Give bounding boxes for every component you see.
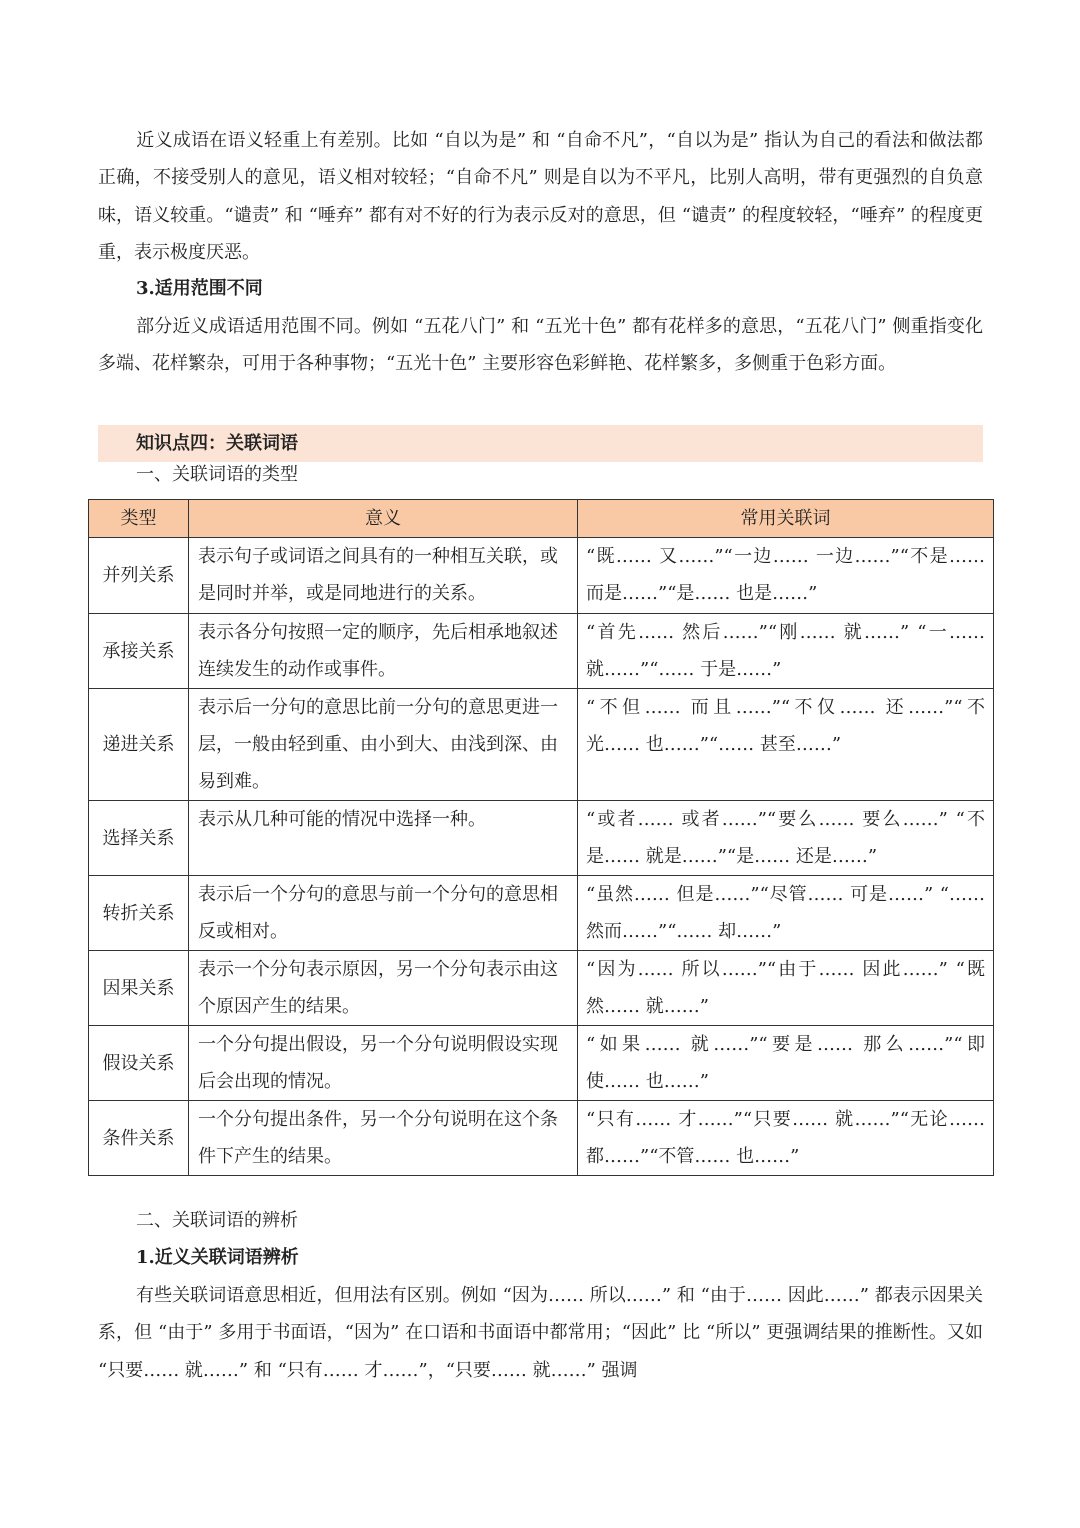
header-type: 类型: [89, 500, 189, 538]
cell-words: “如果…… 就……”“要是…… 那么……”“即使…… 也……”: [578, 1026, 994, 1101]
cell-meaning: 表示各分句按照一定的顺序，先后相承地叙述连续发生的动作或事件。: [189, 614, 578, 689]
heading-scope: 3.适用范围不同: [136, 278, 263, 299]
cell-type: 递进关系: [89, 689, 189, 801]
table-row: [89, 689, 994, 801]
cell-words: “只有…… 才……”“只要…… 就……”“无论…… 都……”“不管…… 也……”: [578, 1101, 994, 1176]
table-row: [89, 1101, 994, 1176]
cell-meaning: 表示从几种可能的情况中选择一种。: [189, 801, 578, 876]
cell-meaning: 一个分句提出假设，另一个分句说明假设实现后会出现的情况。: [189, 1026, 578, 1101]
cell-words: “不但…… 而且……”“不仅…… 还……”“不光…… 也……”“…… 甚至……”: [578, 689, 994, 801]
banner-title: 知识点四：关联词语: [136, 433, 298, 454]
subtitle-types: 一、关联词语的类型: [136, 464, 298, 485]
cell-words: “既…… 又……”“一边…… 一边……”“不是…… 而是……”“是…… 也是……”: [578, 538, 994, 614]
cell-meaning: 表示后一分句的意思比前一分句的意思更进一层，一般由轻到重、由小到大、由浅到深、由易到难。: [189, 689, 578, 801]
table-row: [89, 614, 994, 689]
cell-words: “或者…… 或者……”“要么…… 要么……” “不是…… 就是……”“是…… 还是……”: [578, 801, 994, 876]
paragraph-semantic-weight: [98, 122, 983, 271]
cell-words: “虽然…… 但是……”“尽管…… 可是……” “…… 然而……”“…… 却……”: [578, 876, 994, 951]
cell-type: 假设关系: [89, 1026, 189, 1101]
conjunction-types-table: [88, 499, 994, 1176]
paragraph-scope: [98, 308, 983, 383]
cell-type: 并列关系: [89, 538, 189, 614]
cell-words: “首先…… 然后……”“刚…… 就……” “一…… 就……”“…… 于是……”: [578, 614, 994, 689]
table-header-row: [89, 500, 994, 538]
cell-words: “因为…… 所以……”“由于…… 因此……” “既然…… 就……”: [578, 951, 994, 1026]
table-row: [89, 876, 994, 951]
cell-type: 条件关系: [89, 1101, 189, 1176]
header-words: 常用关联词: [578, 500, 994, 538]
cell-type: 选择关系: [89, 801, 189, 876]
paragraph-synonym-conjunctions: [98, 1277, 983, 1389]
paragraph-text: 部分近义成语适用范围不同。例如 “五花八门” 和 “五光十色” 都有花样多的意思，“五花八门” 侧重指变化多端、花样繁杂，可用于各种事物；“五光十色” 主要形容色彩鲜艳、花样繁多，多侧重于色彩方面。: [98, 316, 983, 375]
cell-meaning: 一个分句提出条件，另一个分句说明在这个条件下产生的结果。: [189, 1101, 578, 1176]
table-row: [89, 951, 994, 1026]
table-row: [89, 538, 994, 614]
cell-type: 承接关系: [89, 614, 189, 689]
cell-type: 转折关系: [89, 876, 189, 951]
cell-type: 因果关系: [89, 951, 189, 1026]
heading-synonym-conjunctions: 1.近义关联词语辨析: [136, 1247, 299, 1268]
cell-meaning: 表示后一个分句的意思与前一个分句的意思相反或相对。: [189, 876, 578, 951]
table-row: [89, 801, 994, 876]
header-meaning: 意义: [189, 500, 578, 538]
paragraph-text: 近义成语在语义轻重上有差别。比如 “自以为是” 和 “自命不凡”，“自以为是” 指认为自己的看法和做法都正确，不接受别人的意见，语义相对较轻；“自命不凡” 则是自以为不平凡，比别人高明，带有更强烈的自负意味，语义较重。“谴责” 和 “唾弃” 都有对不好的行为表示反对的意思，但 “谴责” 的程度较轻，“唾弃” 的程度更重，表示极度厌恶。: [98, 130, 983, 263]
cell-meaning: 表示一个分句表示原因，另一个分句表示由这个原因产生的结果。: [189, 951, 578, 1026]
subtitle-analysis: 二、关联词语的辨析: [136, 1210, 298, 1231]
table-row: [89, 1026, 994, 1101]
cell-meaning: 表示句子或词语之间具有的一种相互关联，或是同时并举，或是同地进行的关系。: [189, 538, 578, 614]
paragraph-text: 有些关联词语意思相近，但用法有区别。例如 “因为…… 所以……” 和 “由于…… 因此……” 都表示因果关系，但 “由于” 多用于书面语，“因为” 在口语和书面语中都常用；“因此” 比 “所以” 更强调结果的推断性。又如 “只要…… 就……” 和 “只有…… 才……”，“只要…… 就……” 强调: [98, 1285, 983, 1381]
